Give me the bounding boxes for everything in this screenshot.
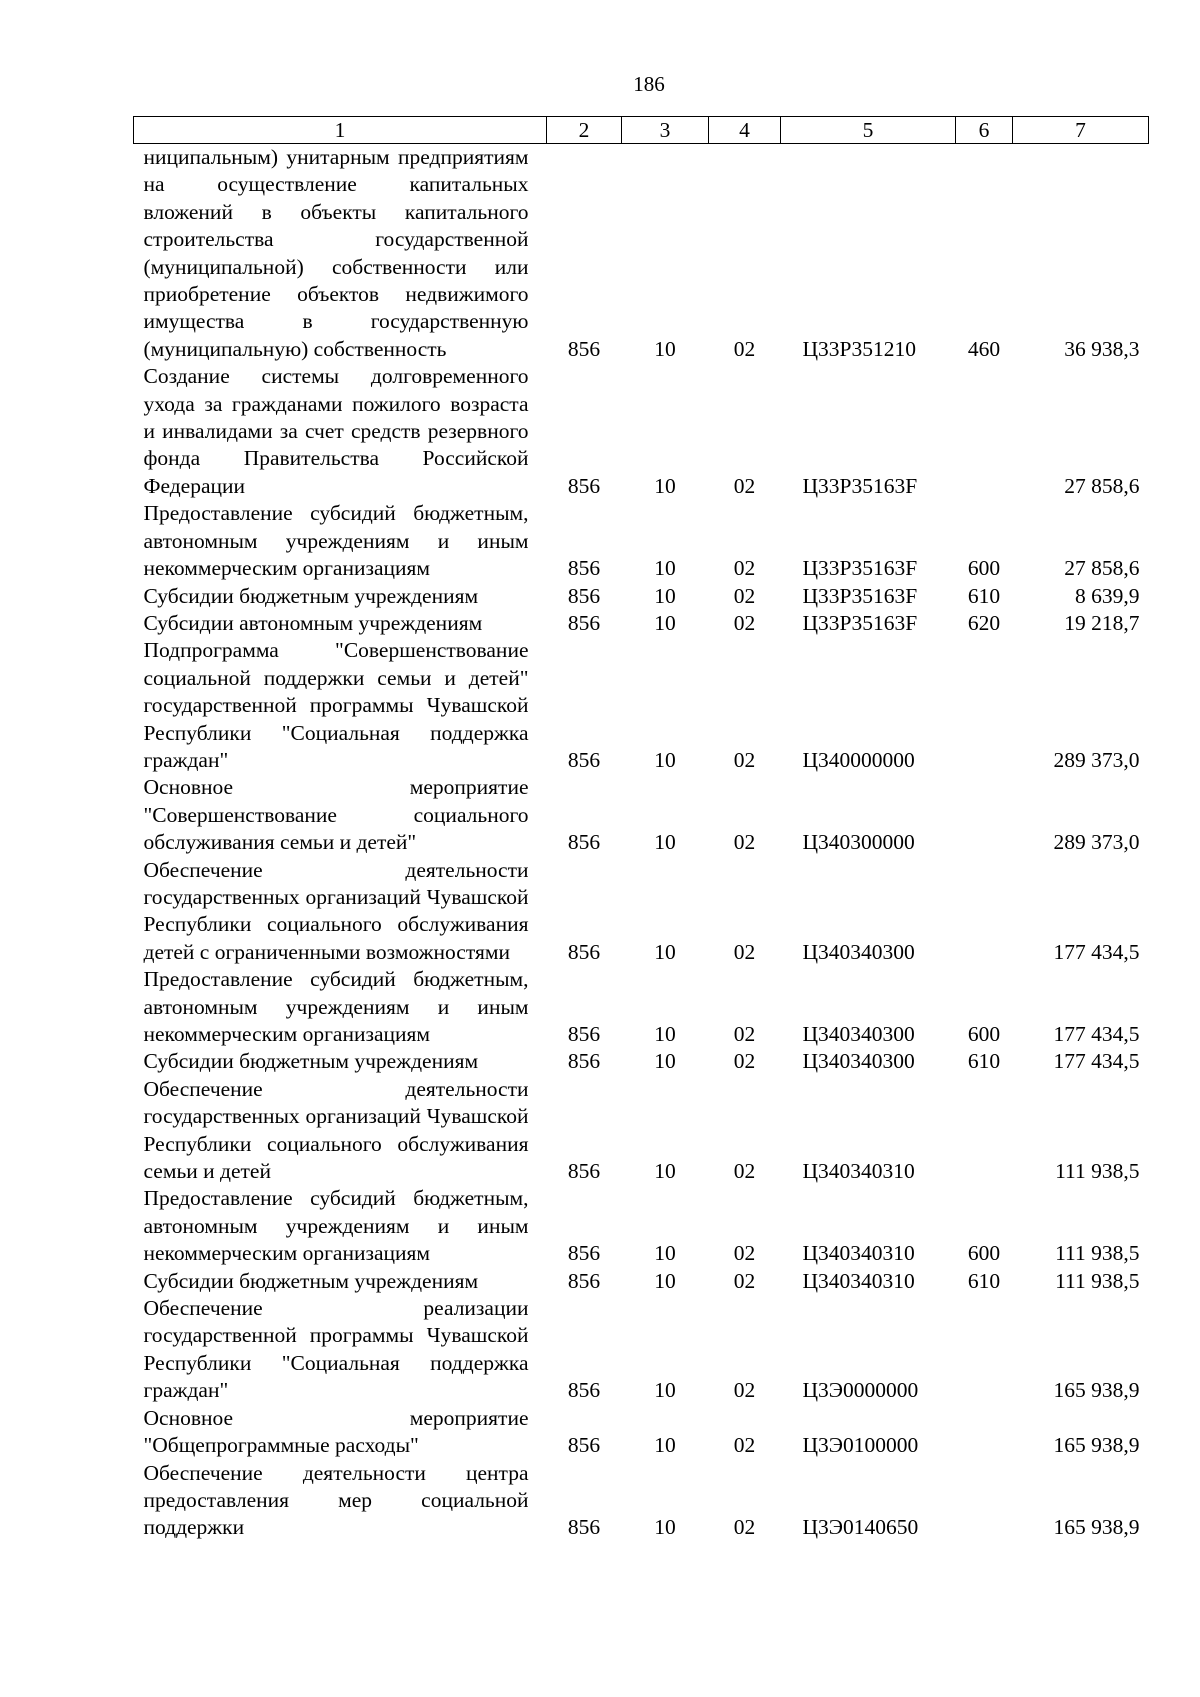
row-amount: 111 938,5 (1055, 1159, 1140, 1184)
table-row (134, 1048, 1149, 1075)
row-ministry-code: 856 (567, 1159, 601, 1184)
row-expense-type (956, 1076, 1013, 1186)
row-name: Обеспечение деятельности центра предоставления мер социальной поддержки (143, 1460, 529, 1540)
row-expense-type: 610 (967, 583, 1001, 608)
row-name: Субсидии бюджетным учреждениям (143, 1049, 479, 1074)
table-row (134, 583, 1149, 610)
row-expense-type: 460 (967, 336, 1001, 361)
row-section: 10 (654, 1268, 676, 1293)
table-row (134, 637, 1149, 774)
row-amount: 36 938,3 (1064, 336, 1140, 361)
table-row (134, 610, 1149, 637)
row-ministry-code: 856 (567, 473, 601, 498)
row-subsection: 02 (733, 473, 756, 498)
row-ministry-code: 856 (567, 556, 601, 581)
row-subsection: 02 (733, 336, 756, 361)
row-target-code: Ц3Э0000000 (802, 1378, 919, 1403)
row-amount: 27 858,6 (1064, 556, 1140, 581)
row-subsection: 02 (733, 1515, 756, 1540)
row-amount: 19 218,7 (1064, 610, 1140, 635)
row-subsection: 02 (733, 583, 756, 608)
row-section: 10 (654, 830, 676, 855)
table-row (134, 1405, 1149, 1460)
row-ministry-code: 856 (567, 1049, 601, 1074)
row-section: 10 (654, 1378, 676, 1403)
row-target-code: Ц340340300 (802, 939, 915, 964)
table-body (134, 144, 1149, 1542)
row-name: Обеспечение деятельности государственных организаций Чувашской Республики социального обслуживания семьи и детей (143, 1076, 529, 1184)
row-name: Подпрограмма "Совершенствование социальной поддержки семьи и детей" государственной программы Чувашской Республики "Социальная поддержка граждан" (143, 638, 529, 772)
row-subsection: 02 (733, 610, 756, 635)
row-target-code: Ц340300000 (802, 830, 915, 855)
row-name: Основное мероприятие "Общепрограммные расходы" (143, 1405, 529, 1458)
header-col-1: 1 (134, 117, 547, 144)
row-ministry-code: 856 (567, 610, 601, 635)
header-col-2: 2 (547, 117, 622, 144)
row-section: 10 (654, 939, 676, 964)
row-ministry-code: 856 (567, 1268, 601, 1293)
row-section: 10 (654, 556, 676, 581)
row-section: 10 (654, 336, 676, 361)
row-expense-type (956, 774, 1013, 856)
header-col-5: 5 (781, 117, 956, 144)
row-amount: 27 858,6 (1064, 473, 1140, 498)
table-row (134, 363, 1149, 500)
table-row (134, 1268, 1149, 1295)
row-expense-type: 600 (967, 556, 1001, 581)
row-target-code: Ц3Э0140650 (802, 1515, 919, 1540)
row-amount: 8 639,9 (1075, 583, 1140, 608)
row-amount: 177 434,5 (1053, 939, 1140, 964)
row-expense-type: 600 (967, 1241, 1001, 1266)
row-subsection: 02 (733, 1268, 756, 1293)
row-ministry-code: 856 (567, 583, 601, 608)
table-row (134, 966, 1149, 1048)
table-row (134, 857, 1149, 967)
row-ministry-code: 856 (567, 1433, 601, 1458)
row-name: Субсидии бюджетным учреждениям (143, 1268, 479, 1293)
row-section: 10 (654, 1159, 676, 1184)
row-name: Субсидии автономным учреждениям (143, 610, 483, 635)
row-target-code: Ц340340310 (802, 1268, 915, 1293)
row-section: 10 (654, 473, 676, 498)
table-header (134, 117, 1149, 144)
row-ministry-code: 856 (567, 830, 601, 855)
table-row (134, 1460, 1149, 1542)
row-section: 10 (654, 610, 676, 635)
row-name: Создание системы долговременного ухода за гражданами пожилого возраста и инвалидами за счет средств резервного фонда Правительства Российской Федерации (143, 364, 529, 498)
table-row (134, 144, 1149, 364)
table-row (134, 774, 1149, 856)
row-target-code: Ц340340300 (802, 1049, 915, 1074)
header-col-4: 4 (709, 117, 781, 144)
row-name: Обеспечение реализации государственной программы Чувашской Республики "Социальная поддержка граждан" (143, 1296, 529, 1403)
row-subsection: 02 (733, 1241, 756, 1266)
header-col-6: 6 (956, 117, 1013, 144)
row-expense-type (956, 1460, 1013, 1542)
row-subsection: 02 (733, 1022, 756, 1046)
row-expense-type (956, 637, 1013, 774)
row-subsection: 02 (733, 747, 756, 772)
row-name: Предоставление субсидий бюджетным, автономным учреждениям и иным некоммерческим организациям (143, 967, 529, 1046)
row-name: Субсидии бюджетным учреждениям (143, 583, 479, 608)
row-amount: 165 938,9 (1053, 1515, 1140, 1540)
row-amount: 177 434,5 (1053, 1022, 1140, 1046)
row-ministry-code: 856 (567, 747, 601, 772)
table-row (134, 500, 1149, 582)
row-section: 10 (654, 1433, 676, 1458)
row-section: 10 (654, 1515, 676, 1540)
row-amount: 165 938,9 (1053, 1378, 1140, 1403)
row-name: Обеспечение деятельности государственных организаций Чувашской Республики социального обслуживания детей с ограниченными возможностями (143, 857, 529, 964)
row-expense-type: 610 (967, 1268, 1001, 1293)
row-name: ниципальным) унитарным предприятиям на осуществление капитальных вложений в объекты капитального строительства государственной (муниципальной) собственности или приобретение объектов недвижимого имущества в государственную (муниципальную) собственность (143, 145, 529, 361)
row-section: 10 (654, 583, 676, 608)
row-name: Предоставление субсидий бюджетным, автономным учреждениям и иным некоммерческим организациям (143, 1186, 529, 1266)
row-target-code: Ц33Р35163F (802, 583, 918, 608)
row-name: Предоставление субсидий бюджетным, автономным учреждениям и иным некоммерческим организациям (143, 501, 529, 581)
row-section: 10 (654, 1049, 676, 1074)
row-target-code: Ц340340310 (802, 1159, 915, 1184)
row-subsection: 02 (733, 830, 756, 855)
row-ministry-code: 856 (567, 1378, 601, 1403)
row-subsection: 02 (733, 1433, 756, 1458)
row-amount: 289 373,0 (1053, 747, 1140, 772)
row-target-code: Ц340340310 (802, 1241, 915, 1266)
row-amount: 111 938,5 (1055, 1241, 1140, 1266)
row-amount: 177 434,5 (1053, 1049, 1140, 1074)
row-expense-type: 620 (967, 610, 1001, 635)
row-target-code: Ц340000000 (802, 747, 915, 772)
row-amount: 289 373,0 (1053, 830, 1140, 855)
row-section: 10 (654, 1022, 676, 1046)
table-row (134, 1185, 1149, 1267)
header-col-3: 3 (622, 117, 709, 144)
row-target-code: Ц33Р35163F (802, 610, 918, 635)
budget-table (133, 116, 1149, 1542)
row-target-code: Ц33Р35163F (802, 556, 918, 581)
row-ministry-code: 856 (567, 336, 601, 361)
row-ministry-code: 856 (567, 1515, 601, 1540)
row-amount: 165 938,9 (1053, 1433, 1140, 1458)
row-ministry-code: 856 (567, 1022, 601, 1046)
row-expense-type: 600 (967, 1022, 1001, 1046)
row-subsection: 02 (733, 1159, 756, 1184)
page-number: 186 (633, 72, 665, 96)
row-expense-type (956, 1295, 1013, 1405)
row-expense-type: 610 (967, 1049, 1001, 1074)
table-row (134, 1076, 1149, 1186)
row-target-code: Ц33Р35163F (802, 473, 918, 498)
row-name: Основное мероприятие "Совершенствование социального обслуживания семьи и детей" (143, 775, 529, 855)
row-subsection: 02 (733, 939, 756, 964)
header-col-7: 7 (1013, 117, 1149, 144)
row-target-code: Ц3Э0100000 (802, 1433, 919, 1458)
row-expense-type (956, 857, 1013, 967)
row-subsection: 02 (733, 1049, 756, 1074)
row-expense-type (956, 363, 1013, 500)
row-subsection: 02 (733, 556, 756, 581)
row-subsection: 02 (733, 1378, 756, 1403)
table-row (134, 1295, 1149, 1405)
row-expense-type (956, 1405, 1013, 1460)
row-section: 10 (654, 1241, 676, 1266)
row-amount: 111 938,5 (1055, 1268, 1140, 1293)
row-ministry-code: 856 (567, 939, 601, 964)
row-ministry-code: 856 (567, 1241, 601, 1266)
row-section: 10 (654, 747, 676, 772)
header-row (134, 117, 1149, 144)
row-target-code: Ц33Р351210 (802, 336, 916, 361)
row-target-code: Ц340340300 (802, 1022, 915, 1046)
